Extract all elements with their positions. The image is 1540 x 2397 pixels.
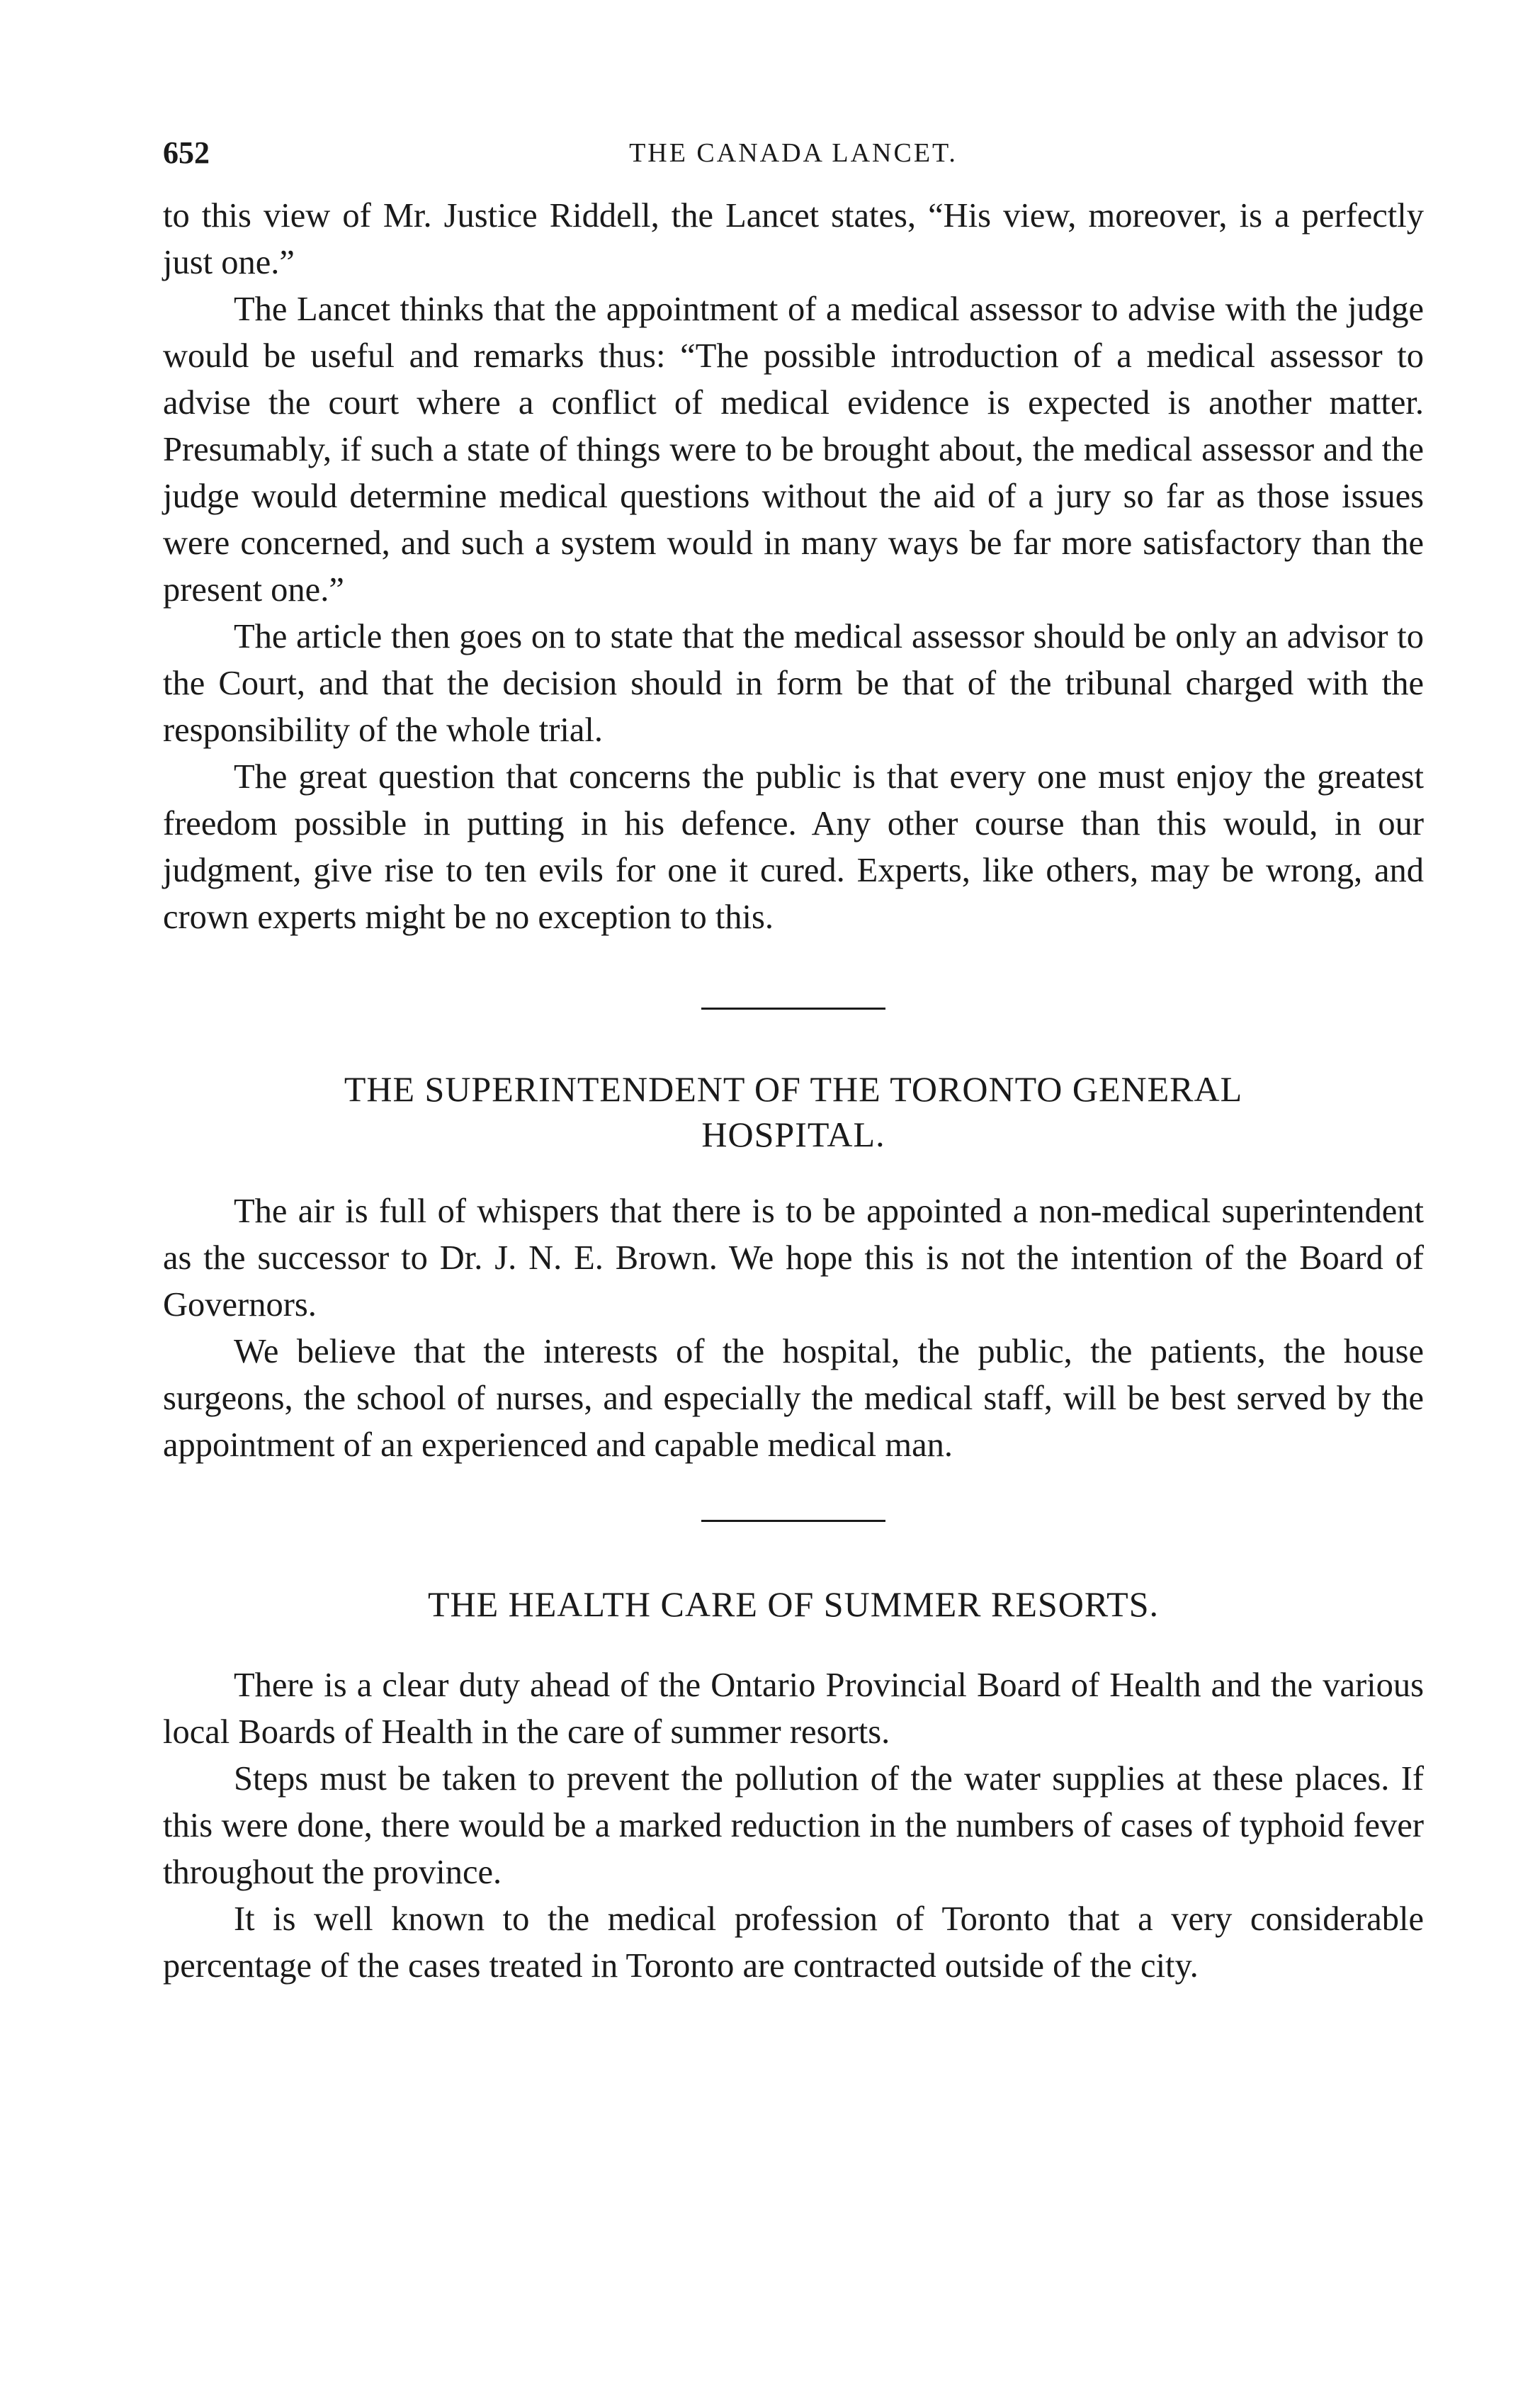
running-head bbox=[163, 128, 1424, 184]
superintendent-paragraph-2: We believe that the interests of the hospital, the public, the patients, the house surgeons, the school of nurses, and especially the medical staff, will be best served by the appointment of an experienced and capable medical man. bbox=[163, 1333, 1424, 1464]
summer-resorts-paragraph-2: Steps must be taken to prevent the pollution of the water supplies at these places. If this were done, there would be a marked reduction in the numbers of cases of typhoid fever throughout the province. bbox=[163, 1760, 1424, 1891]
intro-paragraph-1: to this view of Mr. Justice Riddell, the Lancet states, “His view, moreover, is a perfectly just one.” bbox=[163, 197, 1424, 281]
summer-resorts-paragraph-1: There is a clear duty ahead of the Ontario Provincial Board of Health and the various local Boards of Health in the care of summer resorts. bbox=[163, 1666, 1424, 1751]
summer-resorts-paragraph-3: It is well known to the medical profession of Toronto that a very considerable percentage of the cases treated in Toronto are contracted outside of the city. bbox=[163, 1900, 1424, 1985]
intro-paragraph-2: The Lancet thinks that the appointment of a medical assessor to advise with the judge would be useful and remarks thus: “The possible introduction of a medical assessor to advise the court where a conflict of medical evidence is expected is another matter. Presumably, if such a state of things were to be brought about, the medical assessor and the judge would determine medical questions without the aid of a jury so far as those issues were concerned, and such a system would in many ways be far more satisfactory than the present one.” bbox=[163, 291, 1424, 609]
page-number: 652 bbox=[163, 135, 210, 170]
superintendent-paragraph-1: The air is full of whispers that there is to be appointed a non-medical superintendent as the successor to Dr. J. N. E. Brown. We hope this is not the intention of the Board of Governors. bbox=[163, 1192, 1424, 1324]
journal-title: THE CANADA LANCET. bbox=[629, 138, 958, 168]
superintendent-heading bbox=[163, 1066, 1424, 1157]
intro-paragraph-4: The great question that concerns the public is that every one must enjoy the greatest freedom possible in putting in his defence. Any other course than this would, in our judgment, give rise to ten evils for one it cured. Experts, like others, may be wrong, and crown experts might be no exception to this. bbox=[163, 758, 1424, 936]
summer-resorts-heading: THE HEALTH CARE OF SUMMER RESORTS. bbox=[427, 1584, 1160, 1624]
section-divider bbox=[701, 1520, 885, 1522]
section-divider bbox=[701, 1008, 885, 1010]
intro-paragraph-3: The article then goes on to state that the medical assessor should be only an advisor to the Court, and that the decision should in form be that of the tribunal charged with the responsibility of the whole trial. bbox=[163, 618, 1424, 749]
superintendent-heading-line-2: HOSPITAL. bbox=[701, 1115, 885, 1154]
journal-page bbox=[163, 128, 1424, 1990]
superintendent-heading-line-1: THE SUPERINTENDENT OF THE TORONTO GENERAL bbox=[344, 1069, 1243, 1109]
